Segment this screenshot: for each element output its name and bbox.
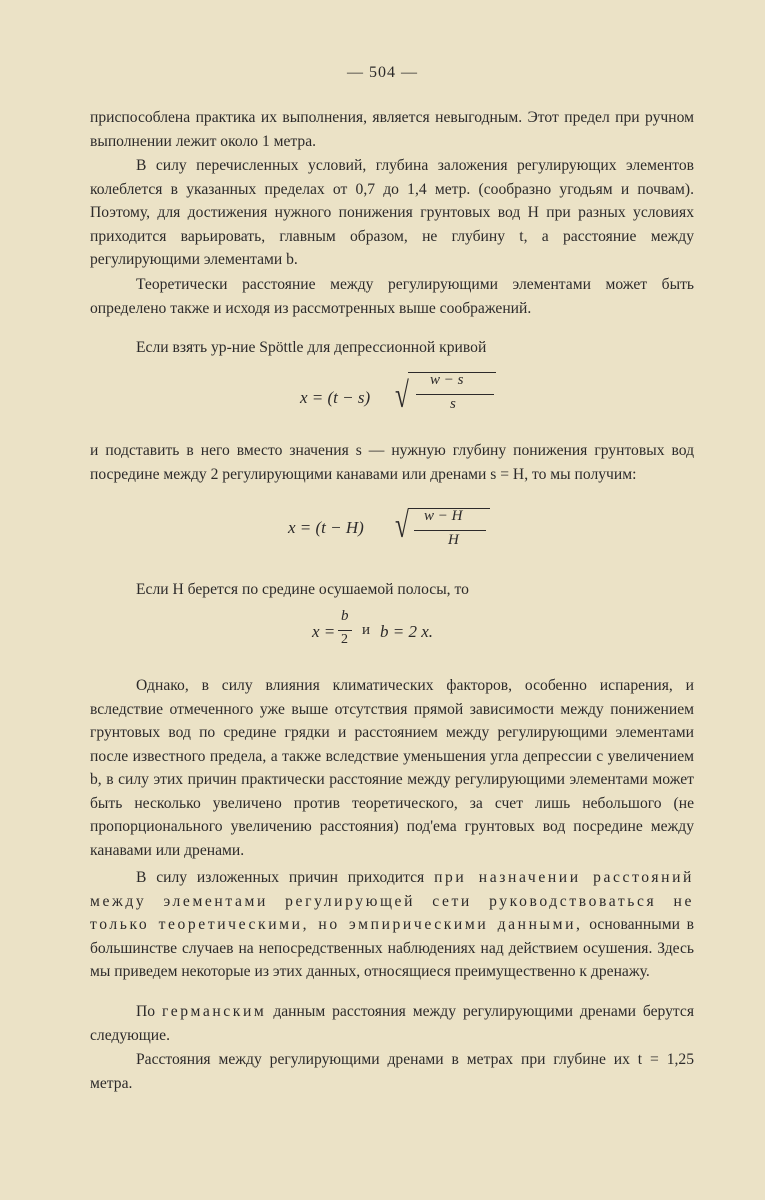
formula-2-radical: √ — [394, 505, 409, 545]
paragraph-6: Если H берется по средине осушаемой полосы, то — [136, 581, 469, 598]
formula-3-numerator: b — [341, 608, 349, 624]
formula-1-lhs: x = (t − s) — [300, 388, 371, 407]
paragraph-8-end: основанными в большинстве случаев на непосредственных наблюдениях над действием осушения. Здесь мы приведем некоторые из этих данных, относящиеся преимущественно к дренажу. — [90, 916, 695, 980]
formula-3-fraction-bar — [338, 630, 352, 631]
paragraph-9-start: По — [136, 1003, 156, 1020]
formula-1-numerator: w − s — [430, 372, 464, 388]
paragraph-1: приспособлена практика их выполнения, является невыгодным. Этот предел при ручном выполнении лежит около 1 метра. — [90, 109, 694, 150]
paragraph-3: Теоретически расстояние между регулирующими элементами может быть определено также и исходя из рассмотренных выше соображений. — [90, 276, 694, 317]
paragraph-8 — [90, 866, 694, 984]
paragraph-10: Расстояния между регулирующими дренами в метрах при глубине их t = 1,25 метра. — [90, 1051, 694, 1092]
formula-2-lhs: x = (t − H) — [288, 518, 364, 537]
paragraph-7: Однако, в силу влияния климатических факторов, особенно испарения, и вследствие отмеченного уже выше отсутствия прямой зависимости между понижением грунтовых вод по средине грядки и расстоянием между регулирующими элементами после известного предела, а также вследствие уменьшения угла депрессии с увеличением b, в силу этих причин практически расстояние между регулирующими элементами может быть несколько увеличено против теоретического, за счет лишь небольшого (не пропорционального увеличению расстояния) под'ема грунтовых вод посредине между канавами или дренами. — [90, 677, 694, 859]
formula-3-denominator: 2 — [341, 632, 348, 647]
formula-2-denominator: H — [448, 532, 459, 548]
formula-1-denominator: s — [450, 396, 456, 412]
formula-2-numerator: w − H — [424, 508, 463, 524]
paragraph-9-end: данным расстояния между регулирующими дренами берутся следующие. — [90, 1003, 694, 1044]
page-number: — 504 — — [347, 64, 418, 81]
paragraph-9 — [90, 1000, 694, 1047]
paragraph-2: В силу перечисленных условий, глубина заложения регулирующих элементов колеблется в указанных пределах от 0,7 до 1,4 метр. (сообразно угодьям и почвам). Поэтому, для достижения нужного понижения грунтовых вод H при разных условиях приходится варьировать, главным образом, не глубину t, а расстояние между регулирующими элементами b. — [90, 157, 694, 268]
formula-distance — [312, 608, 472, 658]
paragraph-8-spaced: при назначении расстояний между элементами регулирующей сети руководствоваться не только теоретическими, но эмпирическими данными, — [90, 869, 694, 933]
paragraph-5: и подставить в него вместо значения s — нужную глубину понижения грунтовых вод посредине между 2 регулирующими канавами или дренами s = H, то мы получим: — [90, 442, 694, 483]
formula-1-radical: √ — [394, 375, 409, 415]
formula-depression-H — [288, 506, 498, 562]
formula-2-fraction-bar — [414, 530, 486, 531]
formula-3-lhs: x = — [312, 622, 336, 641]
paragraph-4: Если взять ур-ние Spöttle для депрессионной кривой — [136, 339, 487, 356]
paragraph-8-start: В силу изложенных причин приходится — [136, 869, 425, 886]
formula-3-conjunction: и — [362, 622, 371, 638]
formula-depression-curve — [300, 368, 500, 424]
paragraph-9-spaced: германским — [161, 1003, 267, 1020]
formula-1-fraction-bar — [416, 394, 494, 395]
formula-3-rhs: b = 2 x. — [380, 622, 434, 641]
